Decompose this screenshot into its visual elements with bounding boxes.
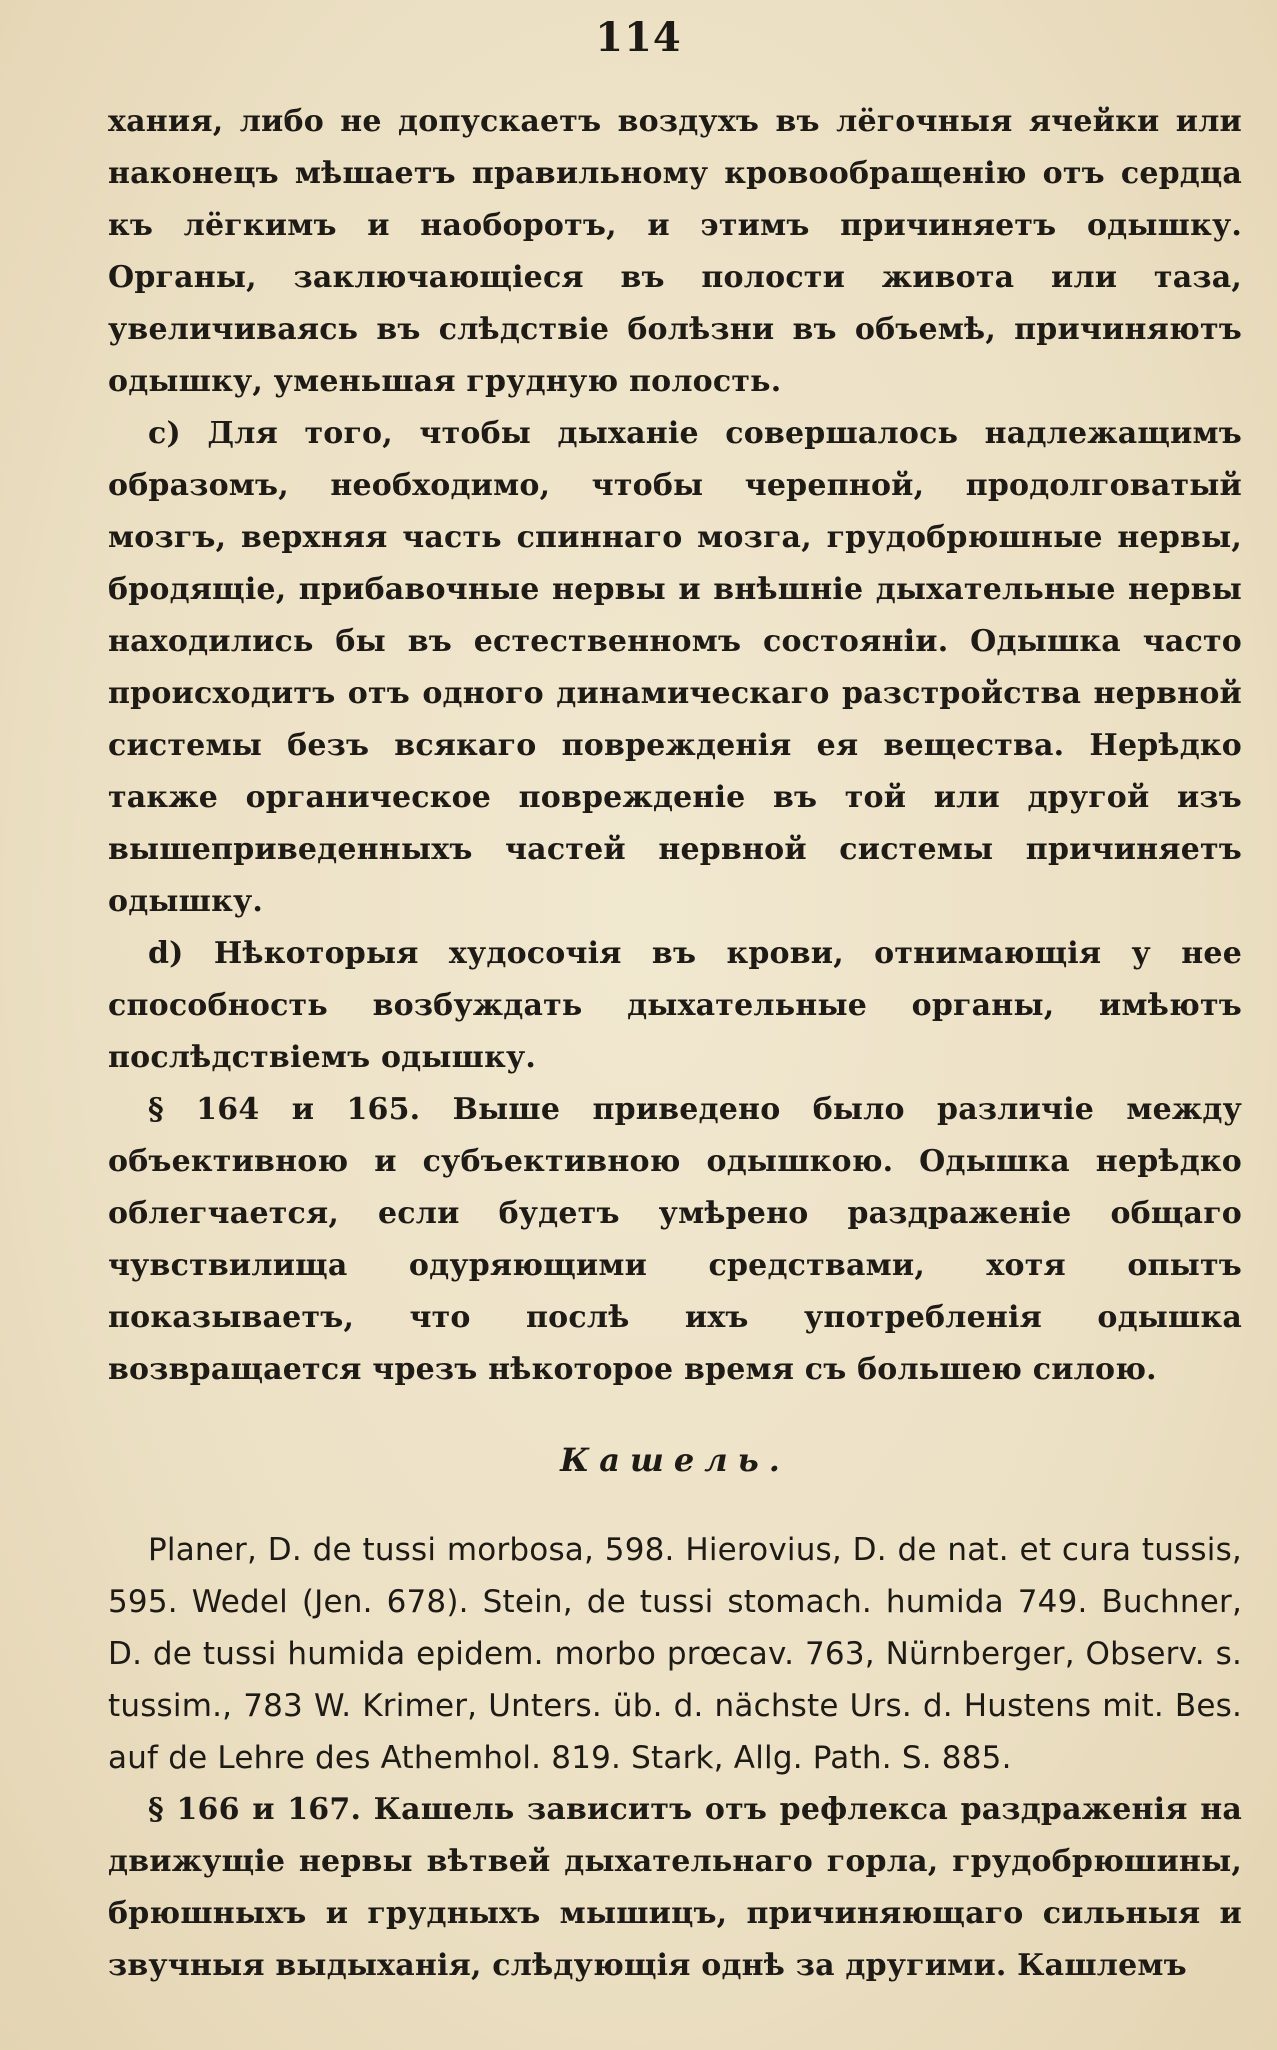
paragraph-continuation: хания, либо не допускаетъ воздухъ въ лёгочныя ячейки или наконецъ мѣшаетъ правильному кровообращенію отъ сердца къ лёгкимъ и наоборотъ, и этимъ причиняетъ одышку. Органы, заключающіеся въ полости живота или таза, увеличиваясь въ слѣдствіе болѣзни въ объемѣ, причиняютъ одышку, уменьшая грудную полость. [108,104,1242,399]
page-content [108,96,1242,1992]
paragraph-d: d) Нѣкоторыя худосочія въ крови, отнимающія у нее способность возбуждать дыхательные органы, имѣютъ послѣдствіемъ одышку. [108,936,1242,1075]
section-heading: Кашель. [560,1441,790,1479]
references-paragraph: Planer, D. de tussi morbosa, 598. Hierovius, D. de nat. et cura tussis, 595. Wedel (Jen. 678). Stein, de tussi stomach. humida 749. Buchner, D. de tussi humida epidem. morbo prœcav. 763, Nürnberger, Observ. s. tussim., 783 W. Krimer, Unters. üb. d. nächste Urs. d. Hustens mit. Bes. auf de Lehre des Athemhol. 819. Stark, Allg. Path. S. 885. [108,1532,1242,1776]
paragraph-section-166-167: § 166 и 167. Кашель зависитъ отъ рефлекса раздраженія на движущіе нервы вѣтвей дыхательнаго горла, грудобрюшины, брюшныхъ и грудныхъ мышицъ, причиняющаго сильныя и звучныя выдыханія, слѣдующія однѣ за другими. Кашлемъ [108,1792,1242,1983]
paragraph-c: c) Для того, чтобы дыханіе совершалось надлежащимъ образомъ, необходимо, чтобы черепной, продолговатый мозгъ, верхняя часть спиннаго мозга, грудобрюшные нервы, бродящіе, прибавочные нервы и внѣшніе дыхательные нервы находились бы въ естественномъ состояніи. Одышка часто происходитъ отъ одного динамическаго разстройства нервной системы безъ всякаго поврежденія ея вещества. Нерѣдко также органическое поврежденіе въ той или другой изъ вышеприведенныхъ частей нервной системы причиняетъ одышку. [108,416,1242,919]
paragraph-section-164-165: § 164 и 165. Выше приведено было различіе между объективною и субъективною одышкою. Одышка нерѣдко облегчается, если будетъ умѣрено раздраженіе общаго чувствилища одуряющими средствами, хотя опытъ показываетъ, что послѣ ихъ употребленія одышка возвращается чрезъ нѣкоторое время съ большею силою. [108,1092,1242,1387]
page-number: 114 [595,14,682,61]
